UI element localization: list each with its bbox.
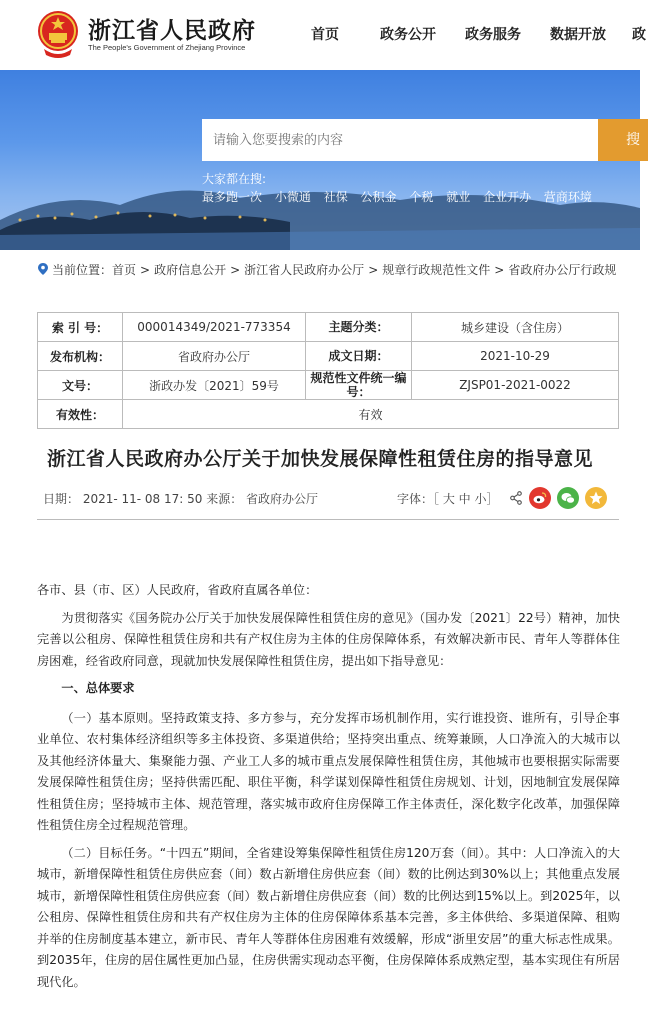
nav-more[interactable]: 政 — [632, 27, 646, 43]
targets-paragraph: （二）目标任务。“十四五”期间，全省建设筹集保障性租赁住房120万套（间）。其中：人口净流入的大城市，新增保障性租赁住房供应套（间）数占新增住房供应套（间）数的比例达到30%以上；其他重点发展城市，新增保障性租赁住房供应套（间）数占新增住房供应套（间）数的比例达到15%以上。到2025年，以公租房、保障性租赁住房和共有产权住房为主体的住房保障体系基本完善，多主体供给、多渠道保障、租购并举的住房制度基本建立，新市民、青年人等群体住房困难有效缓解，形成“浙里安居”的重大标志性成果。到2035年，住房的居住属性更加凸显，住房供需实现动态平衡，住房保障体系成熟定型，基本实现住有所居现代化。 — [37, 845, 620, 989]
date-label: 成文日期： — [306, 342, 412, 371]
info-divider — [37, 519, 619, 520]
favorite-star-icon[interactable] — [585, 487, 607, 509]
breadcrumb-separator: > — [368, 263, 379, 277]
weibo-share-icon[interactable] — [529, 487, 551, 509]
location-pin-icon — [38, 263, 48, 275]
hot-search-item[interactable]: 就业 — [446, 190, 471, 204]
unified-number-value: ZJSP01-2021-0022 — [412, 371, 619, 400]
site-title[interactable]: 浙江省人民政府 — [88, 18, 256, 44]
nav-government-services[interactable]: 政务服务 — [465, 27, 521, 43]
hot-search-list — [202, 188, 601, 205]
hero-banner — [0, 70, 640, 250]
validity-value: 有效 — [123, 400, 619, 429]
wechat-share-icon[interactable] — [557, 487, 579, 509]
date-value: 2021-10-29 — [412, 342, 619, 371]
issuer-label: 发布机构： — [38, 342, 123, 371]
breadcrumb-item[interactable]: 首页 — [112, 263, 137, 277]
salutation: 各市、县（市、区）人民政府，省政府直属各单位： — [37, 583, 318, 597]
article-body — [37, 580, 620, 999]
nav-government-affairs[interactable]: 政务公开 — [380, 27, 436, 43]
topic-label: 主题分类： — [306, 313, 412, 342]
document-number-value: 浙政办发〔2021〕59号 — [123, 371, 306, 400]
hot-search-item[interactable]: 社保 — [323, 190, 348, 204]
hot-search-item[interactable]: 企业开办 — [483, 190, 532, 204]
hot-search-item[interactable]: 个税 — [409, 190, 434, 204]
main-nav — [0, 24, 646, 44]
share-icon[interactable] — [510, 491, 522, 505]
validity-label: 有效性： — [38, 400, 123, 429]
index-number-value: 000014349/2021-773354 — [123, 313, 306, 342]
intro-paragraph: 为贯彻落实《国务院办公厅关于加快发展保障性租赁住房的意见》（国办发〔2021〕22号）精神，加快完善以公租房、保障性租赁住房和共有产权住房为主体的住房保障体系，有效解决新市民、青年人等群体住房困难，经省政府同意，现就加快发展保障性租赁住房，提出如下指导意见： — [37, 610, 620, 668]
site-subtitle: The People's Government of Zhejiang Province — [88, 43, 246, 52]
hot-search-item[interactable]: 营商环境 — [543, 190, 592, 204]
hot-search-item[interactable]: 公积金 — [360, 190, 397, 204]
unified-number-label: 规范性文件统一编号： — [306, 371, 412, 400]
hot-search-item[interactable]: 小微通 — [274, 190, 311, 204]
hot-search-label: 大家都在搜: — [202, 172, 267, 186]
topic-value: 城乡建设（含住房） — [412, 313, 619, 342]
breadcrumb-item[interactable]: 政府信息公开 — [154, 263, 227, 277]
breadcrumb-item[interactable]: 省政府办公厅行政规 — [508, 263, 617, 277]
hot-search-item[interactable]: 最多跑一次 — [202, 190, 263, 204]
breadcrumb — [38, 261, 616, 278]
search-input[interactable] — [202, 119, 598, 161]
document-number-label: 文号： — [38, 371, 123, 400]
breadcrumb-separator: > — [140, 263, 151, 277]
breadcrumb-prefix: 当前位置： — [52, 263, 113, 277]
article-title: 浙江省人民政府办公厅关于加快发展保障性租赁住房的指导意见 — [46, 448, 593, 470]
article-info: 日期： 2021- 11- 08 17: 50 来源： 省政府办公厅 — [43, 492, 319, 506]
document-meta-table — [37, 312, 619, 429]
section-heading: 一、总体要求 — [61, 681, 135, 695]
search-button[interactable]: 搜 — [598, 119, 648, 161]
index-number-label: 索 引 号： — [38, 313, 123, 342]
issuer-value: 省政府办公厅 — [123, 342, 306, 371]
principles-paragraph: （一）基本原则。坚持政策支持、多方参与，充分发挥市场机制作用，实行谁投资、谁所有，引导企事业单位、农村集体经济组织等多主体投资、多渠道供给；坚持突出重点、统筹兼顾，人口净流入的大城市以及其他经济体量大、集聚能力强、产业工人多的城市重点发展保障性租赁住房，其他城市也要根据实际需要发展保障性租赁住房；坚持供需匹配、职住平衡，科学谋划保障性租赁住房规划、计划，因地制宜发展保障性租赁住房；坚持城市主体、规范管理，落实城市政府住房保障工作主体责任，深化数字化改革，加强保障性租赁住房全过程规范管理。 — [37, 710, 620, 832]
breadcrumb-separator: > — [230, 263, 241, 277]
font-size-switcher[interactable]: 字体：［ 大 中 小］ — [397, 492, 499, 506]
site-header — [0, 0, 646, 70]
nav-open-data[interactable]: 数据开放 — [550, 27, 606, 43]
breadcrumb-item[interactable]: 浙江省人民政府办公厅 — [244, 263, 365, 277]
nav-home[interactable]: 首页 — [311, 27, 339, 43]
breadcrumb-item[interactable]: 规章行政规范性文件 — [382, 263, 491, 277]
breadcrumb-separator: > — [494, 263, 505, 277]
